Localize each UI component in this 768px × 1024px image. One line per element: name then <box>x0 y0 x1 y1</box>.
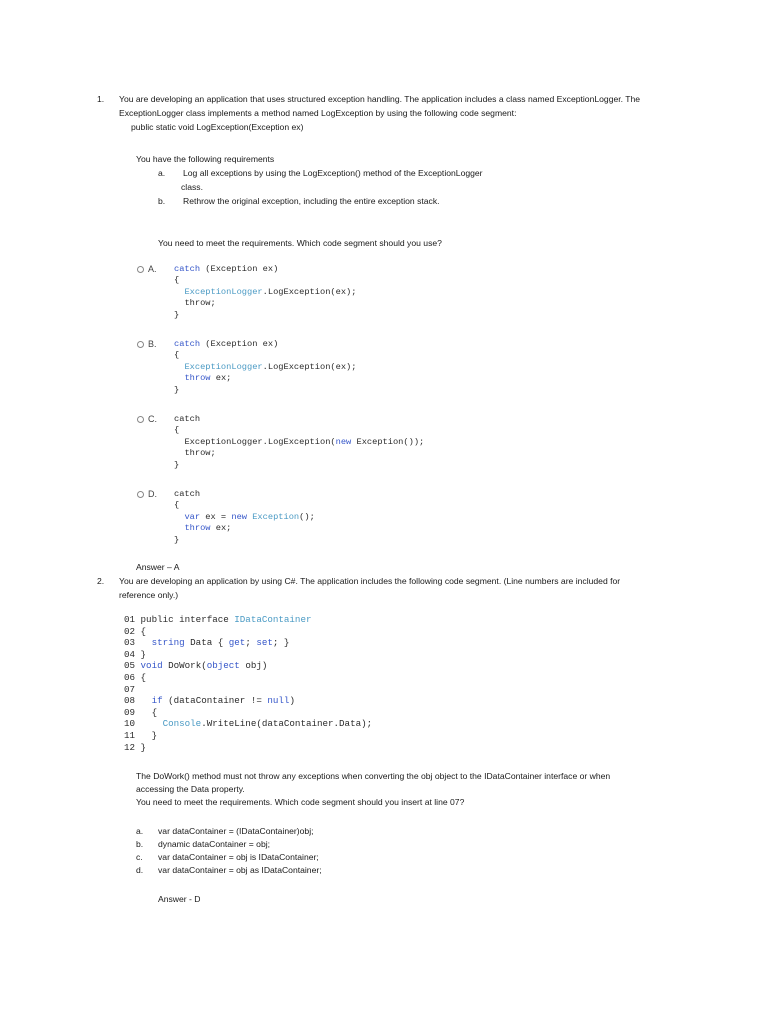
question-1-answer: Answer – A <box>136 562 180 572</box>
option-b-code: catch (Exception ex) { ExceptionLogger.LogException(ex); throw ex; } <box>174 339 357 395</box>
choice-d-letter: d. <box>136 865 144 875</box>
question-2-text-line2: reference only.) <box>119 590 179 600</box>
requirement-a-line1: Log all exceptions by using the LogException() method of the ExceptionLogger <box>183 168 483 178</box>
question-1-text-line1: You are developing an application that uses structured exception handling. The application includes a class named ExceptionLogger. The <box>119 94 641 104</box>
option-c-code: catch { ExceptionLogger.LogException(new Exception()); throw; } <box>174 414 425 470</box>
question-2-prompt: You need to meet the requirements. Which code segment should you insert at line 07? <box>136 797 465 807</box>
choice-c-text: var dataContainer = obj is IDataContainer; <box>158 852 319 862</box>
requirement-a-letter: a. <box>158 168 166 178</box>
option-a-radio[interactable] <box>137 264 157 274</box>
question-2-code-block: 01 public interface IDataContainer 02 { 03 string Data { get; set; } 04 } 05 void DoWork(object obj) 06 { 07 08 if (dataContainer != null) 09 { 10 Console.WriteLine(dataContainer.Data); 11 } 12 } <box>124 614 373 753</box>
question-2-answer: Answer - D <box>158 894 201 904</box>
requirement-b: Rethrow the original exception, including the entire exception stack. <box>183 196 440 206</box>
question-1-text-line2: ExceptionLogger class implements a method named LogException by using the following code segment: <box>119 108 517 118</box>
requirements-intro: You have the following requirements <box>136 154 275 164</box>
choice-c-letter: c. <box>136 852 143 862</box>
question-1-number: 1. <box>97 94 105 104</box>
choice-b-letter: b. <box>136 839 144 849</box>
radio-icon <box>137 341 144 348</box>
method-signature: public static void LogException(Exception ex) <box>131 122 304 132</box>
choice-a-text: var dataContainer = (IDataContainer)obj; <box>158 826 314 836</box>
radio-icon <box>137 491 144 498</box>
choice-d-text: var dataContainer = obj as IDataContainer; <box>158 865 322 875</box>
option-b-radio[interactable] <box>137 339 157 349</box>
option-d-radio[interactable] <box>137 489 157 499</box>
choice-b-text: dynamic dataContainer = obj; <box>158 839 271 849</box>
option-c-label: C. <box>148 414 157 424</box>
requirement-a-line2: class. <box>181 182 203 192</box>
radio-icon <box>137 266 144 273</box>
radio-icon <box>137 416 144 423</box>
question-1-prompt: You need to meet the requirements. Which code segment should you use? <box>158 238 442 248</box>
option-d-label: D. <box>148 489 157 499</box>
question-2-text-line1: You are developing an application by using C#. The application includes the following code segment. (Line numbers are included for <box>119 576 621 586</box>
question-2-paragraph-1: The DoWork() method must not throw any exceptions when converting the obj object to the IDataContainer interface or when <box>136 771 611 781</box>
option-d-code: catch { var ex = new Exception(); throw ex; } <box>174 489 315 545</box>
option-b-label: B. <box>148 339 157 349</box>
question-2-paragraph-2: accessing the Data property. <box>136 784 245 794</box>
choice-a-letter: a. <box>136 826 144 836</box>
option-a-label: A. <box>148 264 157 274</box>
option-c-radio[interactable] <box>137 414 157 424</box>
question-2-number: 2. <box>97 576 105 586</box>
requirement-b-letter: b. <box>158 196 166 206</box>
option-a-code: catch (Exception ex) { ExceptionLogger.LogException(ex); throw; } <box>174 264 357 320</box>
